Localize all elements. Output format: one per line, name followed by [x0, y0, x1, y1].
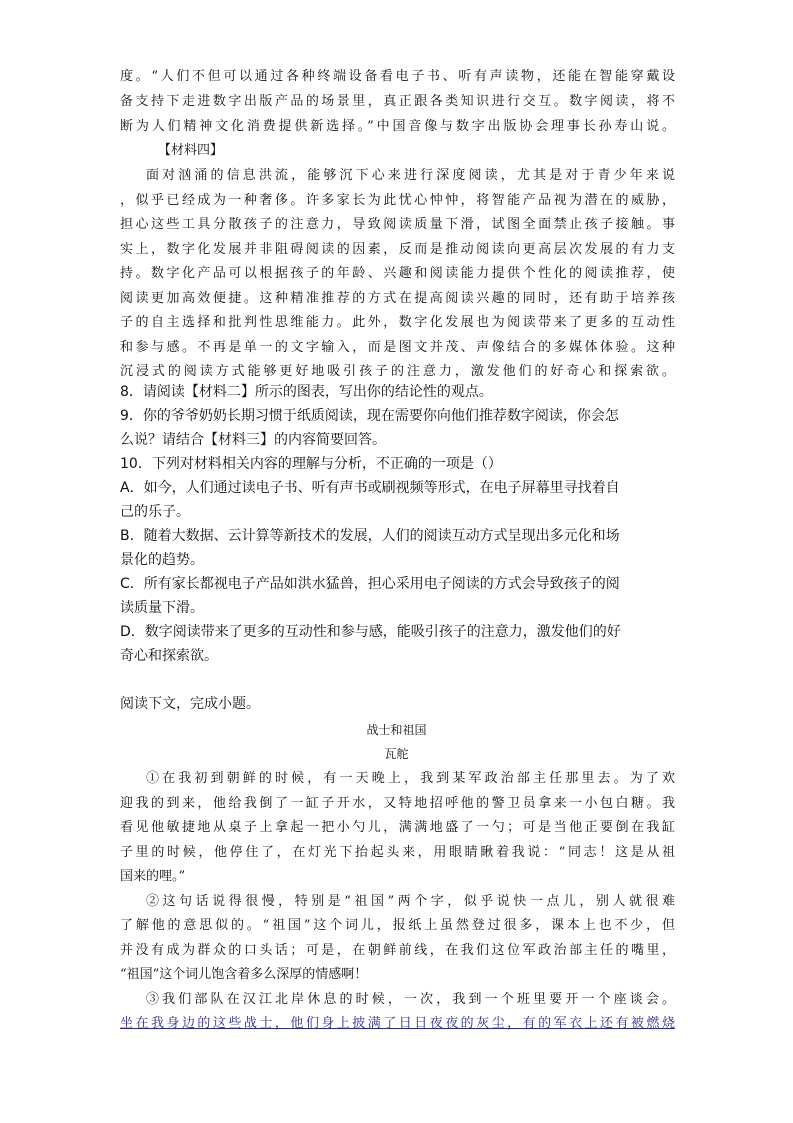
material4-line: 子的自主选择和批判性思维能力。此外，数字化发展也为阅读带来了更多的互动性 — [120, 315, 675, 330]
option-d: D．数字阅读带来了更多的互动性和参与感，能吸引孩子的注意力，激发他们的好 — [120, 624, 621, 640]
material4-line: 面对汹涌的信息洪流，能够沉下心来进行深度阅读，尤其是对于青少年来说 — [146, 168, 675, 183]
material4-line: 和参与感。不再是单一的文字输入，而是图文并茂、声像结合的多媒体体验。这种 — [120, 340, 675, 355]
article-title: 战士和祖国 — [366, 723, 427, 737]
article-line: 了解他的意思似的。“祖国”这个词儿，报纸上虽然登过很多，课本上也不少，但 — [120, 918, 675, 933]
option-a: A．如今，人们通过读电子书、听有声书或刷视频等形式，在电子屏幕里寻找着自 — [120, 480, 620, 496]
question-10: 10．下列对材料相关内容的理解与分析，不正确的一项是（） — [120, 456, 502, 472]
material4-line: 阅读更加高效便捷。这种精准推荐的方式在提高阅读兴趣的同时，还有助于培养孩 — [120, 291, 675, 306]
article-line: “祖国”这个词儿饱含着多么深厚的情感啊！ — [120, 967, 368, 982]
question-8: 8．请阅读【材料二】所示的图表，写出你的结论性的观点。 — [120, 384, 493, 400]
article-line-underlined: 坐在我身边的这些战士，他们身上披满了日日夜夜的灰尘，有的军衣上还有被燃烧 — [120, 1016, 675, 1031]
option-c-cont: 读质量下滑。 — [120, 600, 204, 616]
option-c: C．所有家长都视电子产品如洪水猛兽，担心采用电子阅读的方式会导致孩子的阅 — [120, 576, 620, 592]
question-9-cont: 么说？请结合【材料三】的内容简要回答。 — [120, 432, 386, 448]
option-b: B．随着大数据、云计算等新技术的发展，人们的阅读互动方式呈现出多元化和场 — [120, 528, 620, 544]
material4-line: 持。数字化产品可以根据孩子的年龄、兴趣和阅读能力提供个性化的阅读推荐，使 — [120, 266, 675, 281]
article-line: 迎我的到来，他给我倒了一缸子开水，又特地招呼他的警卫员拿来一小包白糖。我 — [120, 796, 675, 811]
material3-line: 度。“人们不但可以通过各种终端设备看电子书、听有声读物，还能在智能穿戴设 — [120, 69, 675, 84]
material3-line: 断为人们精神文化消费提供新选择。”中国音像与数字出版协会理事长孙寿山说。 — [120, 119, 675, 134]
article-line: 子里的时候，他停住了，在灯光下抬起头来，用眼睛瞅着我说：“同志！这是从祖 — [120, 845, 675, 860]
question-9: 9．你的爷爷奶奶长期习惯于纸质阅读，现在需要你向他们推荐数字阅读，你会怎 — [120, 408, 619, 424]
material4-heading: 【材料四】 — [158, 143, 224, 158]
option-b-cont: 景化的趋势。 — [120, 552, 204, 568]
article-line: 看见他敏捷地从桌子上拿起一把小勺儿，满满地盛了一勺；可是当他正要倒在我缸 — [120, 820, 675, 835]
article-line: ③我们部队在汉江北岸休息的时候，一次，我到一个班里要开一个座谈会。 — [146, 992, 675, 1007]
material4-line: ，似乎已经成为一种奢侈。许多家长为此忧心忡忡，将智能产品视为潜在的威胁， — [120, 193, 675, 208]
option-d-cont: 奇心和探索欲。 — [120, 648, 218, 664]
article-author: 瓦舵 — [384, 747, 409, 761]
material4-line: 沉浸式的阅读方式能够更好地吸引孩子的注意力，激发他们的好奇心和探索欲。 — [120, 364, 675, 379]
material4-line: 担心这些工具分散孩子的注意力，导致阅读质量下滑，试图全面禁止孩子接触。事 — [120, 217, 675, 232]
material3-line: 备支持下走进数字出版产品的场景里，真正跟各类知识进行交互。数字阅读，将不 — [120, 94, 675, 109]
material4-line: 实上，数字化发展并非阻碍阅读的因素，反而是推动阅读向更高层次发展的有力支 — [120, 242, 675, 257]
option-a-cont: 己的乐子。 — [120, 504, 190, 520]
article-line: ②这句话说得很慢，特别是“祖国”两个字，似乎说快一点儿，别人就很难 — [146, 894, 675, 909]
reading-intro: 阅读下文，完成小题。 — [120, 696, 260, 712]
article-line: ①在我初到朝鲜的时候，有一天晚上，我到某军政治部主任那里去。为了欢 — [146, 771, 675, 786]
article-line: 并没有成为群众的口头话；可是，在朝鲜前线，在我们这位军政治部主任的嘴里， — [120, 943, 675, 958]
article-line: 国来的哩。” — [120, 869, 186, 884]
